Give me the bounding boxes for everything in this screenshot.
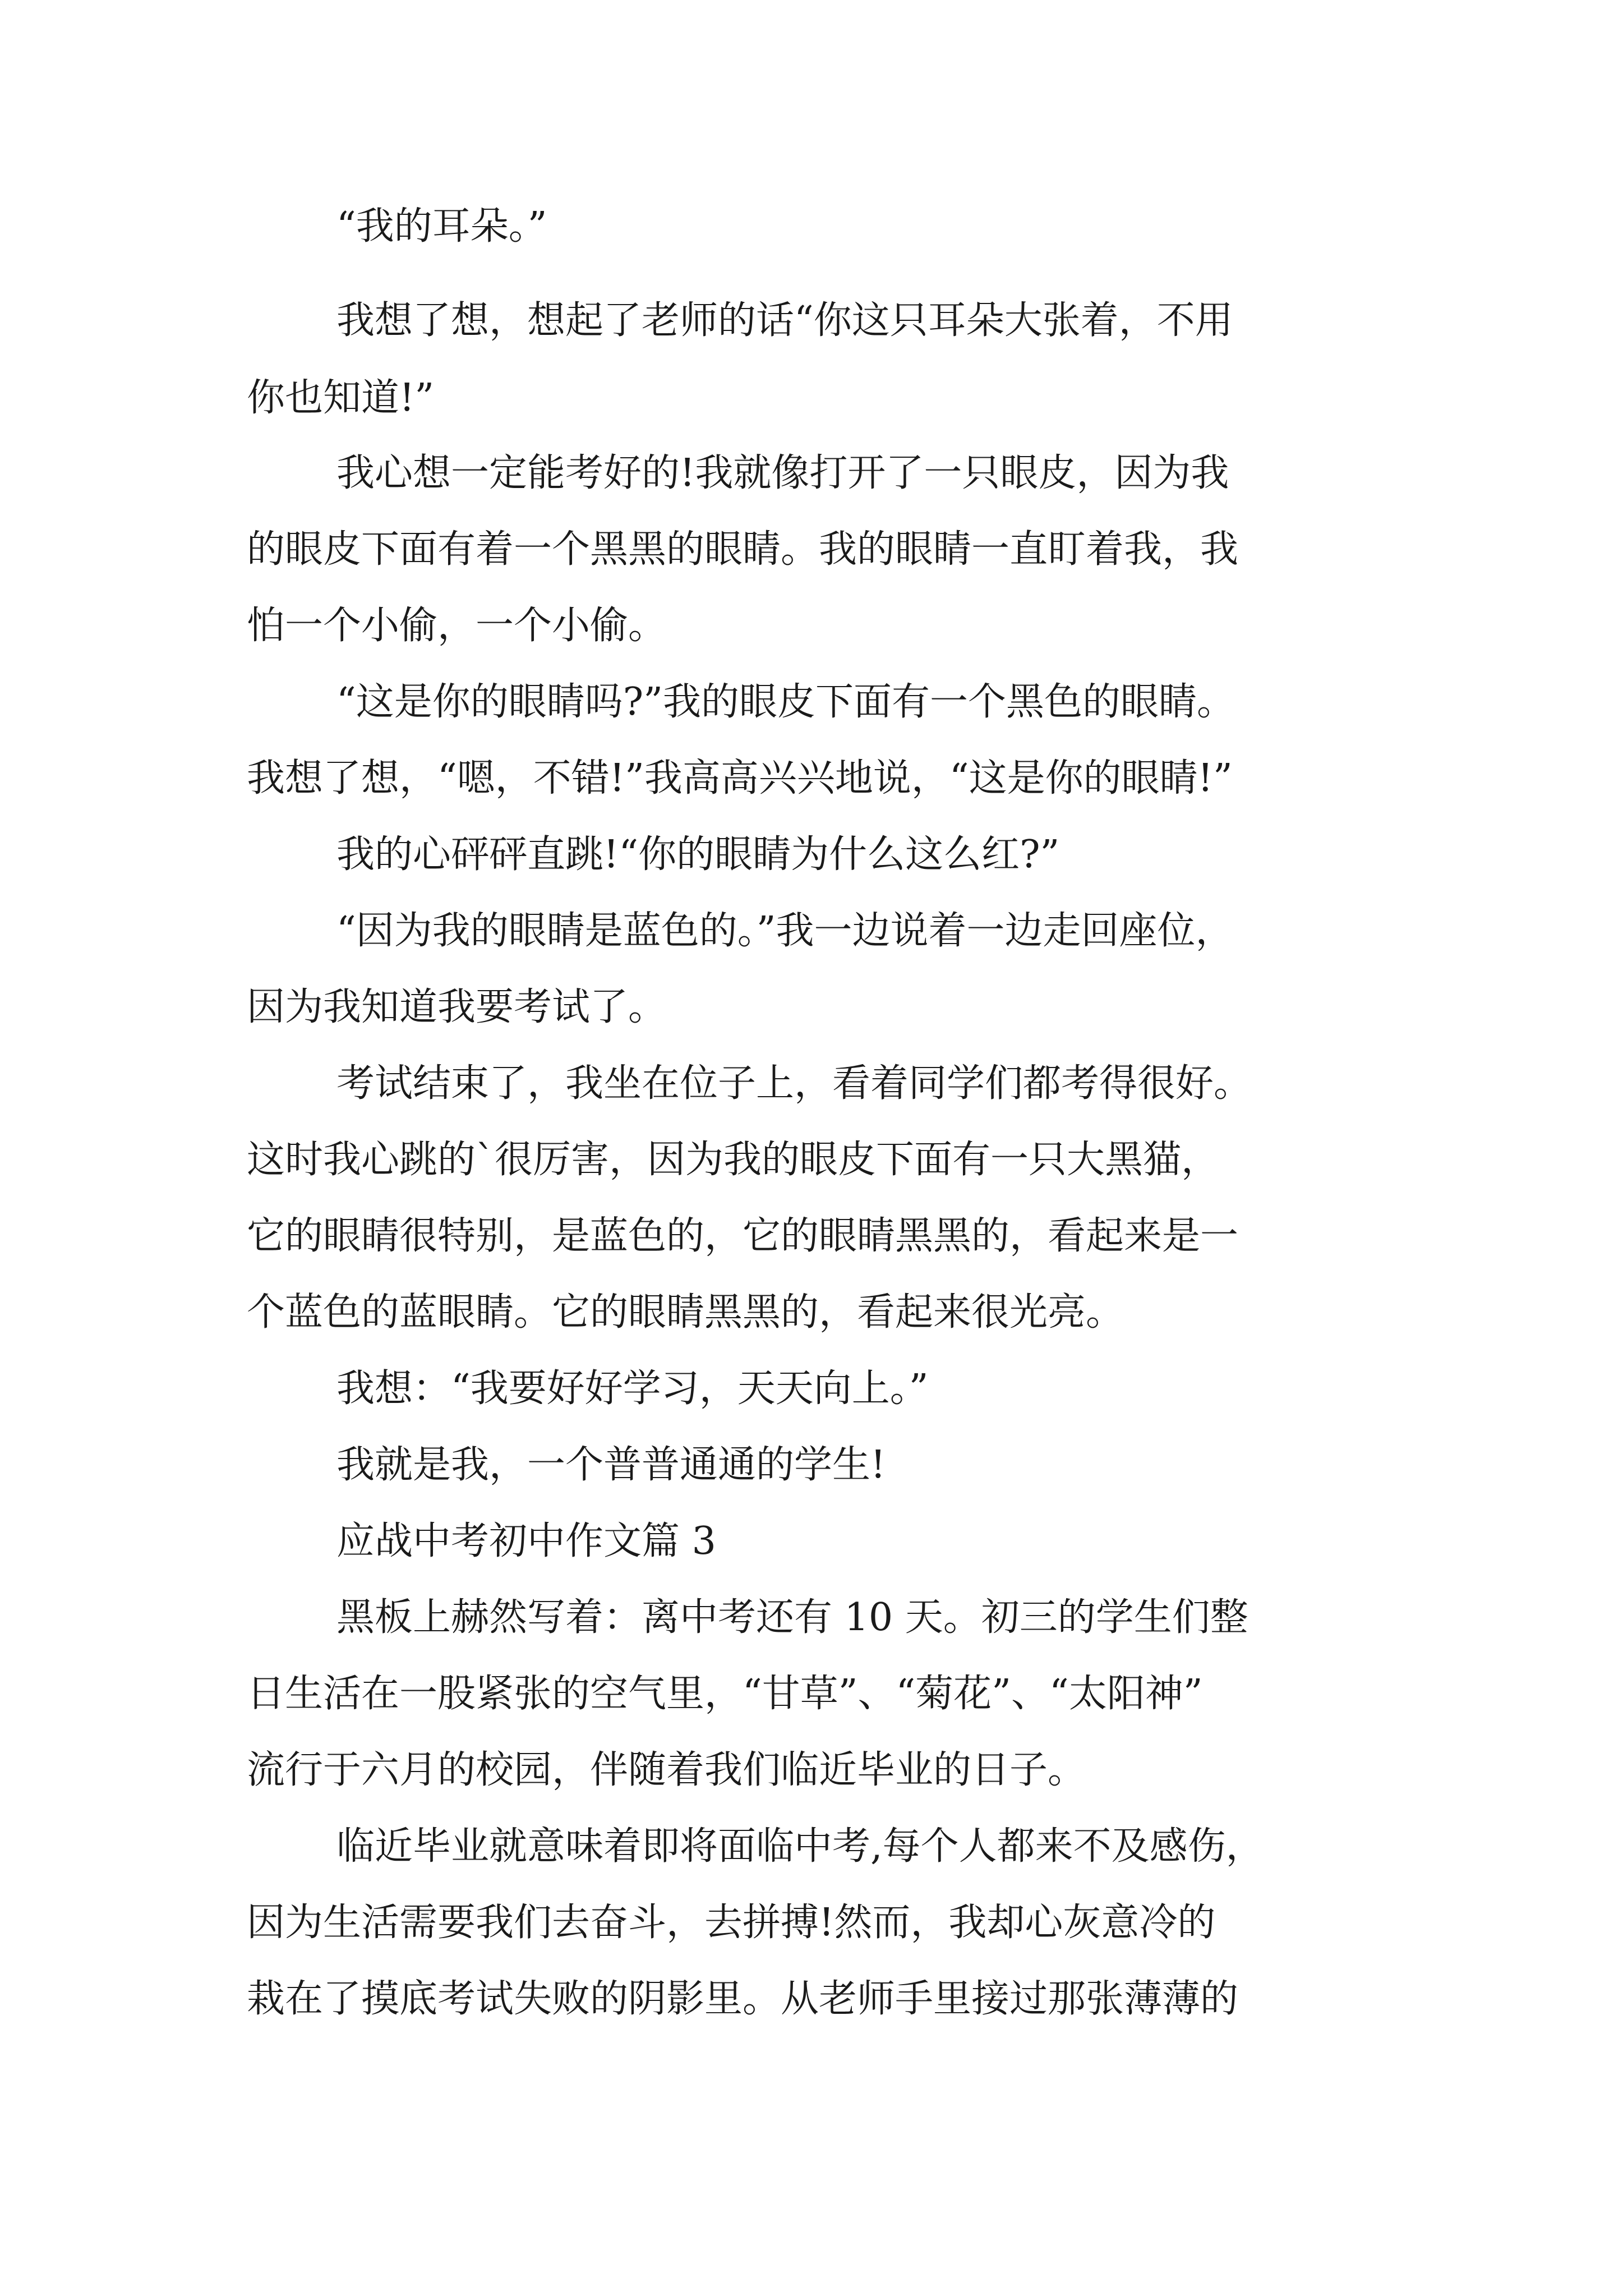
text-line: 我想了想，“嗯，不错!”我高高兴兴地说，“这是你的眼睛!” bbox=[247, 756, 1233, 800]
text-line: 这时我心跳的`很厉害，因为我的眼皮下面有一只大黑猫， bbox=[247, 1138, 1220, 1182]
text-line: 的眼皮下面有着一个黑黑的眼睛。我的眼睛一直盯着我，我 bbox=[247, 527, 1239, 572]
text-line: “我的耳朵。” bbox=[336, 204, 547, 249]
text-line: 我的心砰砰直跳!“你的眼睛为什么这么红?” bbox=[336, 832, 1060, 877]
text-line: 日生活在一股紧张的空气里，“甘草”、“菊花”、“太阳神” bbox=[247, 1672, 1203, 1716]
text-line: 临近毕业就意味着即将面临中考,每个人都来不及感伤， bbox=[336, 1824, 1264, 1869]
text-line: 我想：“我要好好学习，天天向上。” bbox=[336, 1366, 929, 1411]
text-line: “因为我的眼睛是蓝色的。”我一边说着一边走回座位， bbox=[336, 909, 1234, 953]
text-line: 栽在了摸底考试失败的阴影里。从老师手里接过那张薄薄的 bbox=[247, 1977, 1239, 2021]
text-line: 它的眼睛很特别，是蓝色的，它的眼睛黑黑的，看起来是一 bbox=[247, 1214, 1239, 1258]
text-line: 因为生活需要我们去奋斗，去拼搏!然而，我却心灰意冷的 bbox=[247, 1901, 1216, 1945]
text-line: 我心想一定能考好的!我就像打开了一只眼皮，因为我 bbox=[336, 451, 1229, 495]
text-line: 怕一个小偷，一个小偷。 bbox=[247, 604, 667, 648]
text-line: 流行于六月的校园，伴随着我们临近毕业的日子。 bbox=[247, 1748, 1086, 1792]
text-line: 你也知道!” bbox=[247, 376, 435, 420]
text-line: 个蓝色的蓝眼睛。它的眼睛黑黑的，看起来很光亮。 bbox=[247, 1290, 1124, 1335]
text-line: 我想了想，想起了老师的话“你这只耳朵大张着，不用 bbox=[336, 298, 1233, 343]
section-heading: 应战中考初中作文篇 3 bbox=[336, 1519, 716, 1563]
text-line: 我就是我，一个普普通通的学生! bbox=[336, 1443, 886, 1487]
text-line: “这是你的眼睛吗?”我的眼皮下面有一个黑色的眼睛。 bbox=[336, 680, 1235, 724]
text-line: 考试结束了，我坐在位子上，看着同学们都考得很好。 bbox=[336, 1061, 1252, 1106]
text-line: 因为我知道我要考试了。 bbox=[247, 985, 667, 1029]
text-line: 黑板上赫然写着：离中考还有 10 天。初三的学生们整 bbox=[336, 1595, 1248, 1640]
